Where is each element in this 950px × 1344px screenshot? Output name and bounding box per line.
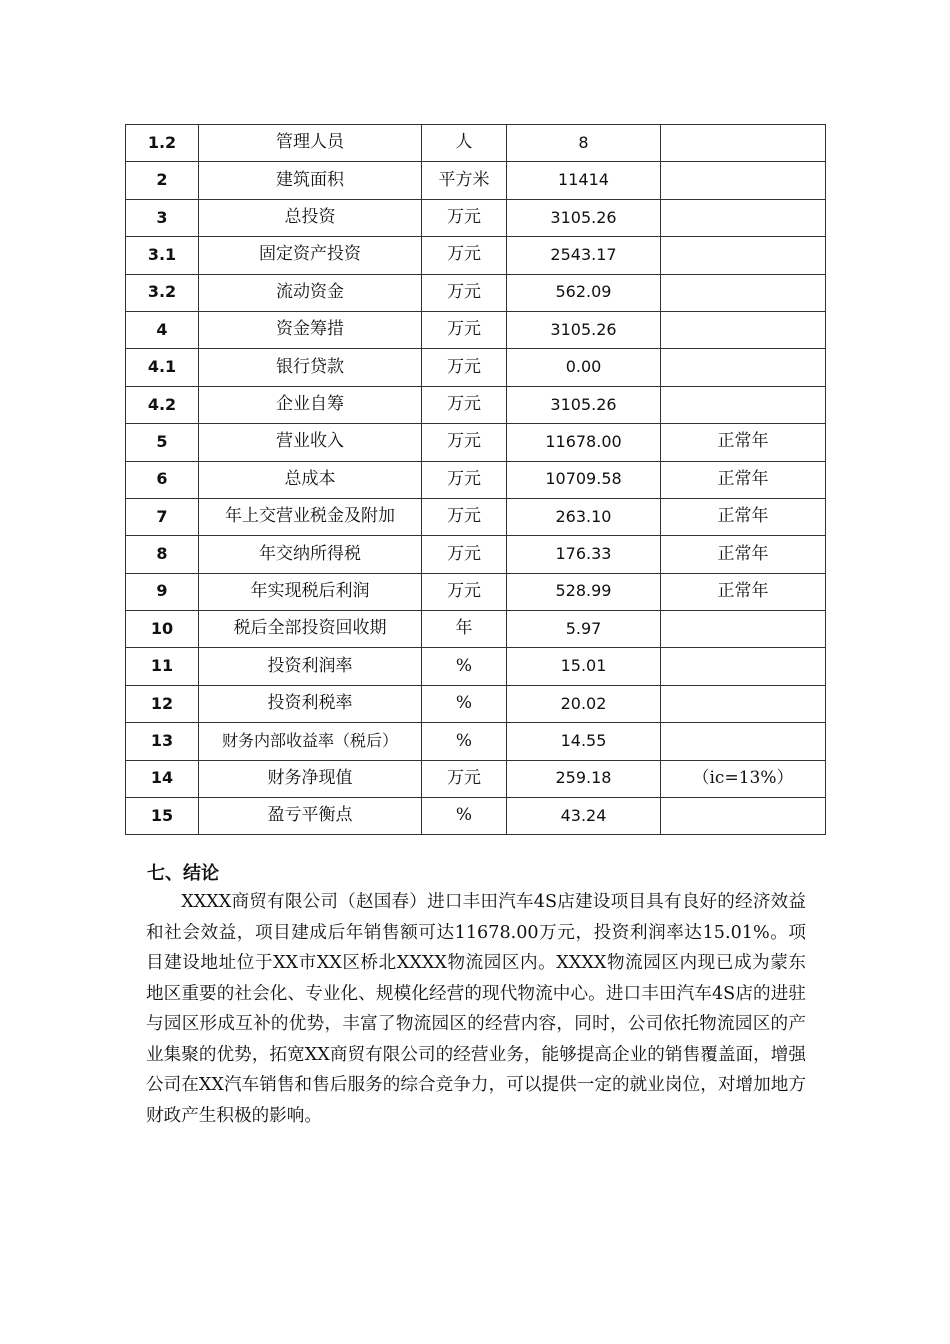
- unit-cell: 人: [422, 125, 507, 162]
- row-number-cell: 10: [126, 611, 199, 648]
- item-name-cell: 银行贷款: [199, 349, 422, 386]
- unit-cell: 万元: [422, 573, 507, 610]
- value-cell: 11414: [507, 162, 661, 199]
- unit-cell: 万元: [422, 498, 507, 535]
- value-cell: 176.33: [507, 536, 661, 573]
- note-cell: [661, 349, 826, 386]
- unit-cell: 万元: [422, 311, 507, 348]
- item-name-cell: 盈亏平衡点: [199, 798, 422, 835]
- row-number-cell: 13: [126, 723, 199, 760]
- item-name-cell: 年上交营业税金及附加: [199, 498, 422, 535]
- note-cell: [661, 798, 826, 835]
- note-cell: [661, 648, 826, 685]
- value-cell: 20.02: [507, 685, 661, 722]
- table-row: [126, 498, 826, 535]
- unit-cell: 万元: [422, 237, 507, 274]
- value-cell: 0.00: [507, 349, 661, 386]
- note-cell: 正常年: [661, 498, 826, 535]
- note-cell: 正常年: [661, 536, 826, 573]
- item-name-cell: 投资利润率: [199, 648, 422, 685]
- project-indicator-table: [125, 124, 826, 835]
- unit-cell: 万元: [422, 424, 507, 461]
- table-row: [126, 199, 826, 236]
- table-row: [126, 685, 826, 722]
- value-cell: 3105.26: [507, 386, 661, 423]
- table-row: [126, 349, 826, 386]
- value-cell: 10709.58: [507, 461, 661, 498]
- table-row: [126, 723, 826, 760]
- item-name-cell: 资金筹措: [199, 311, 422, 348]
- unit-cell: %: [422, 648, 507, 685]
- unit-cell: 年: [422, 611, 507, 648]
- unit-cell: %: [422, 685, 507, 722]
- row-number-cell: 6: [126, 461, 199, 498]
- note-cell: [661, 199, 826, 236]
- table-row: [126, 798, 826, 835]
- note-cell: [661, 723, 826, 760]
- item-name-cell: 年实现税后利润: [199, 573, 422, 610]
- row-number-cell: 1.2: [126, 125, 199, 162]
- table-row: [126, 573, 826, 610]
- item-name-cell: 总成本: [199, 461, 422, 498]
- row-number-cell: 11: [126, 648, 199, 685]
- row-number-cell: 7: [126, 498, 199, 535]
- unit-cell: 万元: [422, 536, 507, 573]
- row-number-cell: 12: [126, 685, 199, 722]
- unit-cell: 平方米: [422, 162, 507, 199]
- note-cell: [661, 386, 826, 423]
- note-cell: 正常年: [661, 461, 826, 498]
- table-row: [126, 237, 826, 274]
- note-cell: 正常年: [661, 424, 826, 461]
- row-number-cell: 5: [126, 424, 199, 461]
- value-cell: 259.18: [507, 760, 661, 797]
- note-cell: [661, 162, 826, 199]
- unit-cell: 万元: [422, 199, 507, 236]
- row-number-cell: 3: [126, 199, 199, 236]
- row-number-cell: 8: [126, 536, 199, 573]
- row-number-cell: 9: [126, 573, 199, 610]
- table-row: [126, 760, 826, 797]
- item-name-cell: 税后全部投资回收期: [199, 611, 422, 648]
- table-row: [126, 461, 826, 498]
- unit-cell: 万元: [422, 274, 507, 311]
- value-cell: 5.97: [507, 611, 661, 648]
- value-cell: 2543.17: [507, 237, 661, 274]
- conclusion-paragraph: XXXX商贸有限公司（赵国春）进口丰田汽车4S店建设项目具有良好的经济效益和社会效益，项目建成后年销售额可达11678.00万元，投资利润率达15.01%。项目建设地址位于XX市XX区桥北XXXX物流园区内。XXXX物流园区内现已成为蒙东地区重要的社会化、专业化、规模化经营的现代物流中心。进口丰田汽车4S店的进驻与园区形成互补的优势，丰富了物流园区的经营内容，同时，公司依托物流园区的产业集聚的优势，拓宽XX商贸有限公司的经营业务，能够提高企业的销售覆盖面，增强公司在XX汽车销售和售后服务的综合竞争力，可以提供一定的就业岗位，对增加地方财政产生积极的影响。: [146, 892, 806, 1126]
- item-name-cell: 年交纳所得税: [199, 536, 422, 573]
- unit-cell: 万元: [422, 760, 507, 797]
- item-name-cell: 建筑面积: [199, 162, 422, 199]
- table-row: [126, 274, 826, 311]
- section-heading: 七、结论: [147, 863, 219, 884]
- note-cell: [661, 311, 826, 348]
- item-name-cell: 管理人员: [199, 125, 422, 162]
- unit-cell: 万元: [422, 461, 507, 498]
- unit-cell: 万元: [422, 349, 507, 386]
- item-name-cell: 企业自筹: [199, 386, 422, 423]
- table-row: [126, 125, 826, 162]
- value-cell: 15.01: [507, 648, 661, 685]
- table-row: [126, 611, 826, 648]
- item-name-cell: 流动资金: [199, 274, 422, 311]
- item-name-cell: 营业收入: [199, 424, 422, 461]
- table-row: [126, 648, 826, 685]
- note-cell: [661, 274, 826, 311]
- unit-cell: 万元: [422, 386, 507, 423]
- row-number-cell: 4: [126, 311, 199, 348]
- value-cell: 528.99: [507, 573, 661, 610]
- value-cell: 43.24: [507, 798, 661, 835]
- table-row: [126, 311, 826, 348]
- row-number-cell: 3.1: [126, 237, 199, 274]
- value-cell: 11678.00: [507, 424, 661, 461]
- note-cell: 正常年: [661, 573, 826, 610]
- unit-cell: %: [422, 723, 507, 760]
- note-cell: （ic=13%）: [661, 760, 826, 797]
- value-cell: 14.55: [507, 723, 661, 760]
- table-body: [126, 125, 826, 835]
- item-name-cell: 投资利税率: [199, 685, 422, 722]
- table-row: [126, 162, 826, 199]
- value-cell: 562.09: [507, 274, 661, 311]
- value-cell: 263.10: [507, 498, 661, 535]
- row-number-cell: 4.2: [126, 386, 199, 423]
- table-row: [126, 536, 826, 573]
- item-name-cell: 财务内部收益率（税后）: [199, 723, 422, 760]
- value-cell: 3105.26: [507, 311, 661, 348]
- note-cell: [661, 237, 826, 274]
- note-cell: [661, 685, 826, 722]
- row-number-cell: 14: [126, 760, 199, 797]
- value-cell: 3105.26: [507, 199, 661, 236]
- note-cell: [661, 611, 826, 648]
- table-row: [126, 386, 826, 423]
- unit-cell: %: [422, 798, 507, 835]
- item-name-cell: 总投资: [199, 199, 422, 236]
- row-number-cell: 15: [126, 798, 199, 835]
- row-number-cell: 4.1: [126, 349, 199, 386]
- item-name-cell: 财务净现值: [199, 760, 422, 797]
- row-number-cell: 3.2: [126, 274, 199, 311]
- item-name-cell: 固定资产投资: [199, 237, 422, 274]
- note-cell: [661, 125, 826, 162]
- row-number-cell: 2: [126, 162, 199, 199]
- table-row: [126, 424, 826, 461]
- value-cell: 8: [507, 125, 661, 162]
